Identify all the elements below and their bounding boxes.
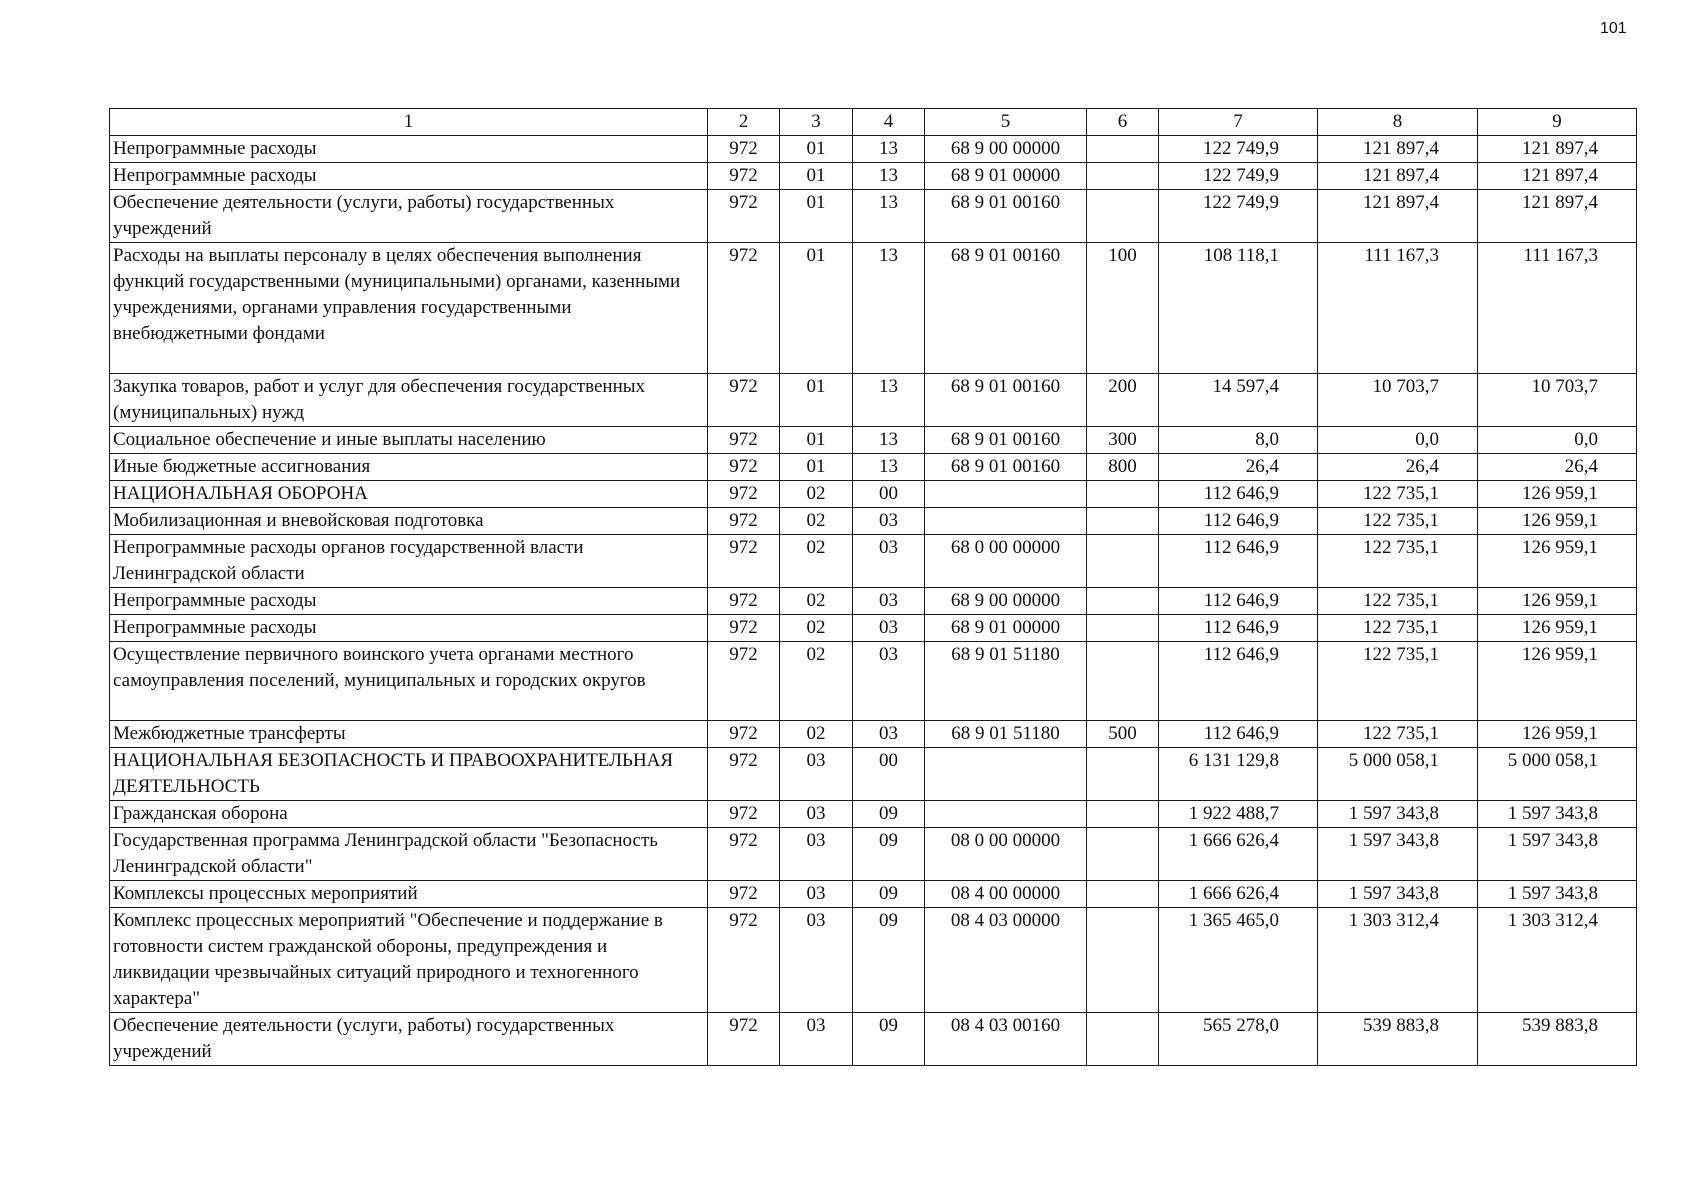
- table-row: [110, 136, 1637, 163]
- table-row: [110, 642, 1637, 721]
- table-row: [110, 427, 1637, 454]
- cell-col-2: 972: [708, 427, 780, 454]
- cell-col-9: 5 000 058,1: [1478, 748, 1637, 801]
- cell-col-9: 26,4: [1478, 454, 1637, 481]
- header-cell: 7: [1159, 109, 1318, 136]
- cell-description: Социальное обеспечение и иные выплаты населению: [110, 427, 708, 454]
- cell-col-7: 1 365 465,0: [1159, 908, 1318, 1013]
- cell-description: Расходы на выплаты персоналу в целях обеспечения выполнения функций государственными (муниципальными) органами, казенными учреждениями, органами управления государственными внебюджетными фондами: [110, 243, 708, 374]
- cell-col-4: 09: [853, 1013, 925, 1066]
- cell-col-2: 972: [708, 721, 780, 748]
- cell-col-6: 300: [1087, 427, 1159, 454]
- cell-col-5: 68 9 01 00000: [925, 615, 1087, 642]
- cell-col-6: [1087, 1013, 1159, 1066]
- cell-col-8: 122 735,1: [1318, 642, 1478, 721]
- cell-col-5: 68 9 01 00160: [925, 454, 1087, 481]
- cell-col-9: 0,0: [1478, 427, 1637, 454]
- table-row: [110, 374, 1637, 427]
- header-cell: 5: [925, 109, 1087, 136]
- cell-description: НАЦИОНАЛЬНАЯ БЕЗОПАСНОСТЬ И ПРАВООХРАНИТЕЛЬНАЯ ДЕЯТЕЛЬНОСТЬ: [110, 748, 708, 801]
- cell-col-9: 126 959,1: [1478, 642, 1637, 721]
- cell-col-5: 68 9 01 00160: [925, 427, 1087, 454]
- cell-col-7: 26,4: [1159, 454, 1318, 481]
- cell-description: Непрограммные расходы органов государственной власти Ленинградской области: [110, 535, 708, 588]
- cell-col-9: 1 597 343,8: [1478, 881, 1637, 908]
- cell-col-4: 13: [853, 374, 925, 427]
- cell-col-4: 13: [853, 427, 925, 454]
- header-row: [110, 109, 1637, 136]
- cell-col-4: 09: [853, 881, 925, 908]
- cell-col-3: 01: [780, 454, 853, 481]
- cell-col-8: 121 897,4: [1318, 190, 1478, 243]
- cell-col-5: 08 0 00 00000: [925, 828, 1087, 881]
- cell-col-9: 126 959,1: [1478, 721, 1637, 748]
- cell-col-3: 02: [780, 642, 853, 721]
- cell-col-8: 1 597 343,8: [1318, 828, 1478, 881]
- cell-col-3: 03: [780, 908, 853, 1013]
- cell-col-6: [1087, 748, 1159, 801]
- cell-col-3: 02: [780, 481, 853, 508]
- table-row: [110, 748, 1637, 801]
- cell-col-8: 0,0: [1318, 427, 1478, 454]
- cell-col-9: 121 897,4: [1478, 190, 1637, 243]
- cell-col-6: 500: [1087, 721, 1159, 748]
- cell-col-9: 111 167,3: [1478, 243, 1637, 374]
- cell-col-9: 539 883,8: [1478, 1013, 1637, 1066]
- cell-col-7: 122 749,9: [1159, 136, 1318, 163]
- cell-col-5: 68 9 00 00000: [925, 588, 1087, 615]
- cell-description: Обеспечение деятельности (услуги, работы) государственных учреждений: [110, 1013, 708, 1066]
- table-body: [110, 109, 1637, 1066]
- cell-col-6: [1087, 615, 1159, 642]
- cell-col-5: 68 9 01 00160: [925, 243, 1087, 374]
- cell-col-2: 972: [708, 481, 780, 508]
- cell-description: Осуществление первичного воинского учета органами местного самоуправления поселений, муниципальных и городских округов: [110, 642, 708, 721]
- cell-col-9: 1 303 312,4: [1478, 908, 1637, 1013]
- cell-col-5: 08 4 00 00000: [925, 881, 1087, 908]
- cell-col-7: 14 597,4: [1159, 374, 1318, 427]
- cell-col-4: 03: [853, 615, 925, 642]
- cell-col-3: 03: [780, 801, 853, 828]
- cell-col-3: 02: [780, 615, 853, 642]
- cell-col-2: 972: [708, 454, 780, 481]
- cell-col-8: 122 735,1: [1318, 481, 1478, 508]
- cell-col-9: 121 897,4: [1478, 136, 1637, 163]
- cell-col-6: [1087, 508, 1159, 535]
- cell-col-6: [1087, 136, 1159, 163]
- cell-col-8: 111 167,3: [1318, 243, 1478, 374]
- table-row: [110, 881, 1637, 908]
- cell-col-8: 5 000 058,1: [1318, 748, 1478, 801]
- cell-col-6: [1087, 828, 1159, 881]
- cell-col-3: 02: [780, 721, 853, 748]
- cell-col-3: 02: [780, 588, 853, 615]
- table-row: [110, 190, 1637, 243]
- cell-col-6: 100: [1087, 243, 1159, 374]
- cell-col-2: 972: [708, 908, 780, 1013]
- cell-col-7: 112 646,9: [1159, 588, 1318, 615]
- cell-col-5: [925, 801, 1087, 828]
- cell-col-9: 126 959,1: [1478, 535, 1637, 588]
- cell-col-6: [1087, 535, 1159, 588]
- cell-col-7: 112 646,9: [1159, 615, 1318, 642]
- cell-col-9: 121 897,4: [1478, 163, 1637, 190]
- cell-col-3: 03: [780, 1013, 853, 1066]
- cell-col-4: 13: [853, 136, 925, 163]
- cell-col-9: 126 959,1: [1478, 481, 1637, 508]
- cell-col-9: 10 703,7: [1478, 374, 1637, 427]
- table-row: [110, 588, 1637, 615]
- cell-description: Непрограммные расходы: [110, 615, 708, 642]
- cell-col-7: 122 749,9: [1159, 163, 1318, 190]
- table-row: [110, 721, 1637, 748]
- cell-col-5: 68 9 01 00000: [925, 163, 1087, 190]
- table-row: [110, 243, 1637, 374]
- cell-col-2: 972: [708, 508, 780, 535]
- cell-col-6: [1087, 163, 1159, 190]
- cell-description: НАЦИОНАЛЬНАЯ ОБОРОНА: [110, 481, 708, 508]
- cell-col-5: 68 0 00 00000: [925, 535, 1087, 588]
- cell-col-5: 68 9 01 51180: [925, 721, 1087, 748]
- cell-col-6: [1087, 881, 1159, 908]
- table-row: [110, 535, 1637, 588]
- cell-description: Гражданская оборона: [110, 801, 708, 828]
- cell-col-7: 8,0: [1159, 427, 1318, 454]
- cell-col-4: 09: [853, 801, 925, 828]
- cell-col-4: 03: [853, 588, 925, 615]
- cell-col-8: 122 735,1: [1318, 615, 1478, 642]
- cell-description: Непрограммные расходы: [110, 163, 708, 190]
- cell-col-5: [925, 748, 1087, 801]
- cell-col-8: 26,4: [1318, 454, 1478, 481]
- cell-col-6: [1087, 481, 1159, 508]
- cell-col-7: 565 278,0: [1159, 1013, 1318, 1066]
- cell-col-4: 03: [853, 721, 925, 748]
- cell-col-6: [1087, 908, 1159, 1013]
- cell-col-9: 1 597 343,8: [1478, 801, 1637, 828]
- cell-col-2: 972: [708, 748, 780, 801]
- table-row: [110, 615, 1637, 642]
- header-cell: 8: [1318, 109, 1478, 136]
- cell-col-3: 01: [780, 374, 853, 427]
- cell-col-6: [1087, 190, 1159, 243]
- cell-col-4: 13: [853, 190, 925, 243]
- cell-col-6: [1087, 642, 1159, 721]
- cell-col-9: 1 597 343,8: [1478, 828, 1637, 881]
- cell-col-5: 68 9 01 00160: [925, 190, 1087, 243]
- cell-col-5: 08 4 03 00160: [925, 1013, 1087, 1066]
- cell-col-2: 972: [708, 615, 780, 642]
- cell-col-7: 1 666 626,4: [1159, 828, 1318, 881]
- cell-col-5: 08 4 03 00000: [925, 908, 1087, 1013]
- cell-col-3: 01: [780, 163, 853, 190]
- cell-col-4: 03: [853, 508, 925, 535]
- table-row: [110, 481, 1637, 508]
- cell-col-4: 00: [853, 481, 925, 508]
- cell-col-2: 972: [708, 535, 780, 588]
- cell-col-3: 02: [780, 535, 853, 588]
- cell-col-4: 09: [853, 828, 925, 881]
- cell-col-7: 112 646,9: [1159, 642, 1318, 721]
- cell-col-4: 13: [853, 454, 925, 481]
- cell-col-3: 01: [780, 427, 853, 454]
- cell-col-2: 972: [708, 136, 780, 163]
- cell-col-4: 03: [853, 535, 925, 588]
- cell-description: Закупка товаров, работ и услуг для обеспечения государственных (муниципальных) нужд: [110, 374, 708, 427]
- cell-description: Мобилизационная и вневойсковая подготовка: [110, 508, 708, 535]
- cell-col-3: 03: [780, 828, 853, 881]
- cell-description: Иные бюджетные ассигнования: [110, 454, 708, 481]
- cell-col-2: 972: [708, 374, 780, 427]
- table-row: [110, 801, 1637, 828]
- cell-col-7: 1 666 626,4: [1159, 881, 1318, 908]
- cell-col-6: [1087, 801, 1159, 828]
- header-cell: 1: [110, 109, 708, 136]
- cell-col-8: 1 303 312,4: [1318, 908, 1478, 1013]
- table-row: [110, 163, 1637, 190]
- cell-col-6: 800: [1087, 454, 1159, 481]
- cell-col-8: 122 735,1: [1318, 535, 1478, 588]
- cell-col-7: 122 749,9: [1159, 190, 1318, 243]
- cell-col-4: 00: [853, 748, 925, 801]
- table-row: [110, 508, 1637, 535]
- cell-col-2: 972: [708, 1013, 780, 1066]
- cell-col-4: 13: [853, 163, 925, 190]
- cell-col-9: 126 959,1: [1478, 588, 1637, 615]
- cell-description: Непрограммные расходы: [110, 136, 708, 163]
- header-cell: 3: [780, 109, 853, 136]
- cell-col-7: 108 118,1: [1159, 243, 1318, 374]
- cell-col-2: 972: [708, 828, 780, 881]
- cell-col-3: 01: [780, 243, 853, 374]
- budget-table: [109, 108, 1637, 1066]
- cell-col-8: 121 897,4: [1318, 163, 1478, 190]
- cell-col-9: 126 959,1: [1478, 508, 1637, 535]
- cell-description: Государственная программа Ленинградской области "Безопасность Ленинградской области": [110, 828, 708, 881]
- cell-col-8: 539 883,8: [1318, 1013, 1478, 1066]
- cell-col-9: 126 959,1: [1478, 615, 1637, 642]
- cell-col-8: 122 735,1: [1318, 721, 1478, 748]
- cell-col-8: 121 897,4: [1318, 136, 1478, 163]
- cell-col-4: 13: [853, 243, 925, 374]
- cell-col-5: 68 9 01 00160: [925, 374, 1087, 427]
- cell-col-3: 01: [780, 190, 853, 243]
- cell-col-8: 122 735,1: [1318, 508, 1478, 535]
- cell-col-2: 972: [708, 881, 780, 908]
- header-cell: 2: [708, 109, 780, 136]
- cell-col-2: 972: [708, 801, 780, 828]
- table-row: [110, 1013, 1637, 1066]
- cell-col-3: 01: [780, 136, 853, 163]
- header-cell: 6: [1087, 109, 1159, 136]
- cell-col-8: 1 597 343,8: [1318, 881, 1478, 908]
- cell-col-7: 112 646,9: [1159, 721, 1318, 748]
- cell-col-3: 03: [780, 748, 853, 801]
- cell-description: Непрограммные расходы: [110, 588, 708, 615]
- cell-col-7: 112 646,9: [1159, 535, 1318, 588]
- header-cell: 9: [1478, 109, 1637, 136]
- cell-col-5: [925, 481, 1087, 508]
- cell-col-7: 6 131 129,8: [1159, 748, 1318, 801]
- cell-col-3: 03: [780, 881, 853, 908]
- table-row: [110, 454, 1637, 481]
- cell-col-6: 200: [1087, 374, 1159, 427]
- cell-col-4: 09: [853, 908, 925, 1013]
- cell-col-8: 10 703,7: [1318, 374, 1478, 427]
- cell-col-4: 03: [853, 642, 925, 721]
- header-cell: 4: [853, 109, 925, 136]
- cell-col-7: 1 922 488,7: [1159, 801, 1318, 828]
- cell-col-3: 02: [780, 508, 853, 535]
- cell-col-2: 972: [708, 163, 780, 190]
- cell-col-8: 1 597 343,8: [1318, 801, 1478, 828]
- cell-col-7: 112 646,9: [1159, 481, 1318, 508]
- table-row: [110, 908, 1637, 1013]
- cell-description: Обеспечение деятельности (услуги, работы) государственных учреждений: [110, 190, 708, 243]
- cell-col-5: [925, 508, 1087, 535]
- cell-col-5: 68 9 01 51180: [925, 642, 1087, 721]
- table-row: [110, 828, 1637, 881]
- cell-col-8: 122 735,1: [1318, 588, 1478, 615]
- cell-col-5: 68 9 00 00000: [925, 136, 1087, 163]
- page-number: 101: [1600, 20, 1627, 37]
- cell-description: Комплексы процессных мероприятий: [110, 881, 708, 908]
- cell-col-2: 972: [708, 243, 780, 374]
- cell-col-2: 972: [708, 588, 780, 615]
- cell-col-2: 972: [708, 190, 780, 243]
- cell-description: Комплекс процессных мероприятий "Обеспечение и поддержание в готовности систем гражданской обороны, предупреждения и ликвидации чрезвычайных ситуаций природного и техногенного характера": [110, 908, 708, 1013]
- cell-col-6: [1087, 588, 1159, 615]
- cell-description: Межбюджетные трансферты: [110, 721, 708, 748]
- cell-col-2: 972: [708, 642, 780, 721]
- cell-col-7: 112 646,9: [1159, 508, 1318, 535]
